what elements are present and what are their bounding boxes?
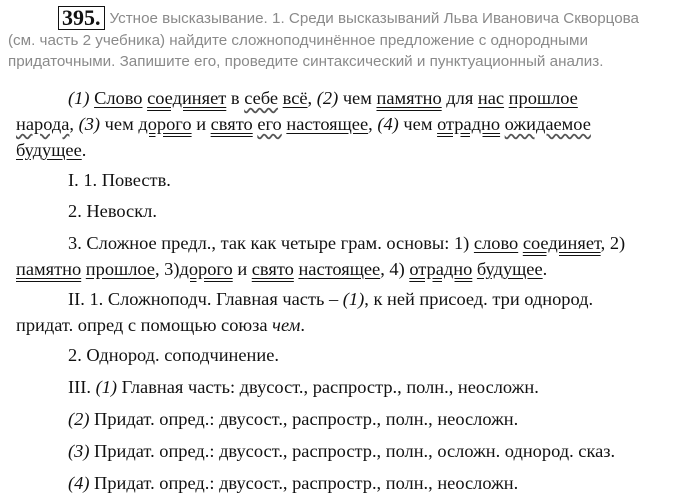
sentence-line-2: [16, 111, 696, 137]
analysis-intonation: 2. Невоскл.: [68, 201, 157, 221]
analysis-text: .: [542, 259, 548, 279]
conjunction-word: чем: [272, 315, 301, 335]
attribute-word: народа: [16, 114, 70, 134]
clause-marker-2: (2): [316, 88, 339, 108]
object-word: всё: [282, 88, 308, 108]
object-word: нас: [477, 88, 505, 108]
analysis-grammar-bases: [16, 230, 696, 282]
analysis-text: Придат. опред.: двусост., распростр., полн., осложн. однород. сказ.: [89, 441, 616, 461]
analysis-line: [16, 312, 696, 338]
analysis-text: II. 1. Сложноподч. Главная часть –: [68, 289, 343, 309]
analysis-text: , 4): [380, 259, 405, 279]
sentence-line-1: [16, 85, 696, 111]
analysis-text: Придат. опред.: двусост., распростр., полн., неосложн.: [89, 409, 519, 429]
analysis-text: Главная часть: двусост., распростр., полн., неосложн.: [117, 377, 539, 397]
subject-word: прошлое: [508, 88, 578, 108]
punctuation: ,: [368, 114, 373, 134]
analysis-text: Придат. опред.: двусост., распростр., полн., неосложн.: [89, 473, 519, 493]
task-line-3: придаточными. Запишите его, проведите синтаксический и пунктуационный анализ.: [8, 53, 604, 70]
predicate-word: памятно: [16, 259, 82, 279]
subject-word: настоящее: [298, 259, 381, 279]
analysis-text: , 2): [600, 233, 626, 253]
analysis-text: придат. опред с помощью союза: [16, 315, 273, 335]
task-number: 395.: [58, 6, 105, 30]
analysis-text: III.: [68, 377, 96, 397]
task-line-1: [8, 6, 692, 30]
sentence-word: и: [196, 114, 207, 134]
predicate-word: свято: [251, 259, 294, 279]
predicate-word: дорого: [138, 114, 192, 134]
analysis-text: и: [237, 259, 248, 279]
analysis-line: [16, 230, 696, 256]
analysis-text: 3. Сложное предл., так как четыре грам. основы: 1): [68, 233, 474, 253]
task-line-2: (см. часть 2 учебника) найдите сложноподчинённое предложение с однородными: [8, 32, 588, 49]
predicate-word: соединяет: [522, 233, 601, 253]
subject-word: настоящее: [286, 114, 369, 134]
sentence-word: для: [446, 88, 474, 108]
subject-word: слово: [473, 233, 519, 253]
analysis-line: [16, 286, 696, 312]
analysis-line: [16, 256, 696, 282]
conjunction-word: чем: [403, 114, 433, 134]
subject-word: прошлое: [85, 259, 155, 279]
punctuation: ,: [69, 114, 74, 134]
analysis-text: , к ней присоед. три однород.: [364, 289, 594, 309]
conjunction-word: чем: [342, 88, 372, 108]
analysis-clause-2: [16, 406, 696, 432]
clause-marker-4: (4): [68, 473, 90, 493]
analysis-structure: [16, 286, 696, 338]
clause-marker-2: (2): [68, 409, 90, 429]
analysis-text: .: [300, 315, 305, 335]
predicate-word: свято: [210, 114, 253, 134]
predicate-word: памятно: [376, 88, 442, 108]
conjunction-word: чем: [104, 114, 134, 134]
task-statement: [8, 6, 692, 72]
task-text-1: Устное высказывание. 1. Среди высказываний Льва Ивановича Скворцова: [109, 10, 639, 27]
predicate-word: отрадно: [409, 259, 473, 279]
clause-marker-4: (4): [377, 114, 399, 134]
clause-marker-3: (3): [78, 114, 101, 134]
predicate-word: отрадно: [437, 114, 501, 134]
clause-marker-1: (1): [95, 377, 118, 397]
punctuation: .: [81, 140, 87, 160]
sentence-word: в: [230, 88, 240, 108]
analysis-clause-1: [16, 374, 696, 400]
predicate-word: дорого: [179, 259, 233, 279]
analysis-subordination: 2. Однород. соподчинение.: [68, 345, 279, 365]
subject-word: будущее: [476, 259, 543, 279]
subject-word: Слово: [94, 88, 143, 108]
attribute-word: ожидаемое: [504, 114, 591, 134]
sentence-line-3: [16, 137, 696, 163]
predicate-word: соединяет: [147, 88, 227, 108]
punctuation: ,: [307, 88, 313, 108]
analysis-text: , 3): [154, 259, 180, 279]
analysis-purpose: I. 1. Повеств.: [68, 170, 171, 190]
clause-marker-1: (1): [342, 289, 365, 309]
analysis-clause-3: [16, 438, 696, 464]
example-sentence: [16, 85, 696, 163]
subject-word: будущее: [16, 140, 82, 160]
clause-marker-1: (1): [68, 88, 90, 108]
circumstance-word: себе: [244, 88, 279, 108]
analysis-clause-4: [16, 470, 696, 496]
clause-marker-3: (3): [68, 441, 90, 461]
attribute-word: его: [257, 114, 282, 134]
